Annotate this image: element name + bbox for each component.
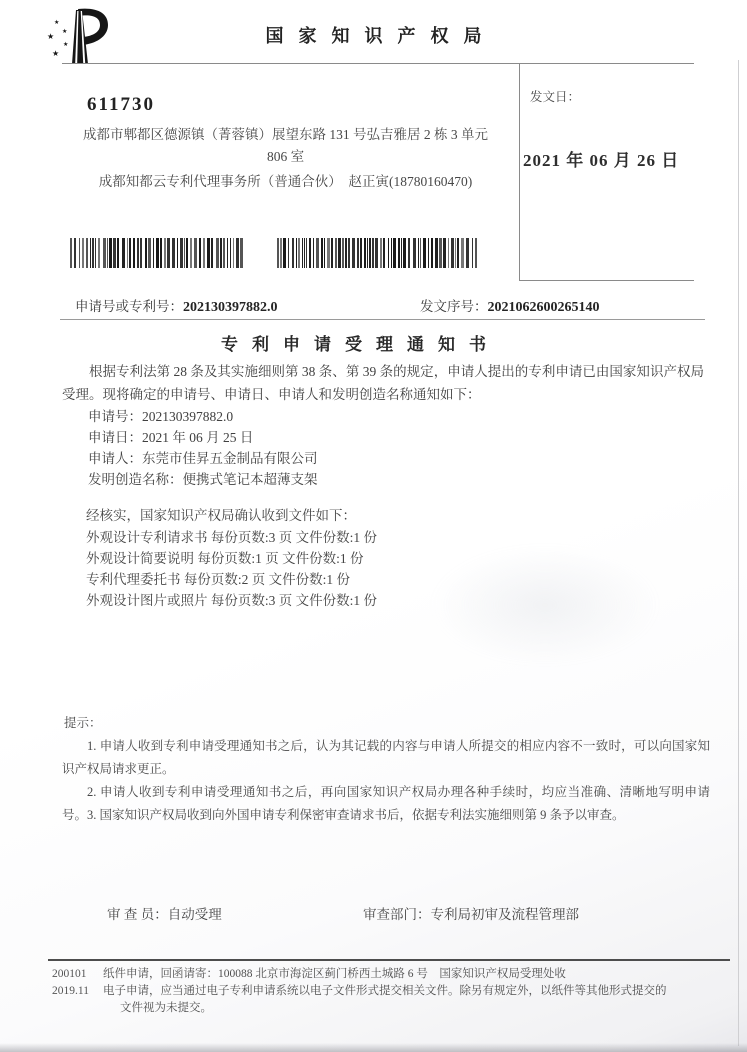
dispatch-date-label: 发文日： (530, 90, 581, 104)
barcode-right (277, 238, 479, 268)
scan-bottom-edge (0, 1043, 747, 1052)
notice-paragraph: 根据专利法第 28 条及其实施细则第 38 条、第 39 条的规定，申请人提出的专利申请已由国家知识产权局受理。现将确定的申请号、申请日、申请人和发明创造名称通知如下： (62, 364, 704, 402)
department-label: 审查部门： (363, 907, 431, 922)
examiner-label: 审 查 员： (107, 907, 168, 922)
footer-instructions (103, 966, 721, 1017)
application-number-row (75, 295, 278, 316)
datebox-left-border (519, 63, 520, 281)
application-number-label: 申请号或专利号： (75, 299, 183, 314)
footer-divider-line (48, 959, 730, 961)
field-label: 申请人： (88, 451, 142, 466)
footer-efiling-line: 电子申请，应当通过电子专利申请系统以电子文件形式提交相关文件。除另有规定外，以纸件等其他形式提交的 (103, 985, 667, 997)
svg-text:★: ★ (62, 29, 68, 35)
hint-item: 3. 国家知识产权局收到向外国申请专利保密审查请求书后，依据专利法实施细则第 9 条予以审查。 (87, 808, 625, 822)
confirmation-line: 经核实，国家知识产权局确认收到文件如下： (86, 508, 356, 523)
datebox-bottom-border (519, 280, 694, 281)
field-label: 发明创造名称： (88, 472, 183, 487)
hint-item: 1. 申请人收到专利申请受理通知书之后，认为其记载的内容与申请人所提交的相应内容不一致时，可以向国家知识产权局请求更正。 (62, 739, 710, 776)
field-label: 申请号： (88, 409, 142, 424)
document-item: 外观设计图片或照片 每份页数:3 页 文件份数:1 份 (86, 593, 378, 608)
field-value: 东莞市佳昇五金制品有限公司 (142, 451, 318, 466)
barcode-left (70, 238, 244, 268)
field-value: 202130397882.0 (142, 409, 234, 424)
document-item: 外观设计专利请求书 每份页数:3 页 文件份数:1 份 (86, 530, 378, 545)
serial-number-row (420, 295, 600, 316)
footer-efiling-line-continued: 文件视为未提交。 (120, 1002, 212, 1014)
serial-number-value: 2021062600265140 (487, 300, 600, 315)
field-value: 2021 年 06 月 25 日 (142, 430, 254, 445)
footer-code-2: 2019.11 (52, 985, 89, 997)
svg-text:★: ★ (63, 42, 69, 48)
dispatch-date-value: 2021 年 06 月 26 日 (523, 151, 680, 170)
field-value: 便携式笔记本超薄支架 (182, 472, 318, 487)
examiner-value: 自动受理 (167, 907, 222, 922)
field-application-date (88, 426, 253, 446)
header-divider-line (62, 63, 694, 64)
address-line-2: 806 室 (266, 149, 305, 164)
examiner-row (107, 903, 222, 923)
hints-label: 提示： (64, 716, 102, 730)
scan-smudge-artifact (430, 545, 660, 665)
page-right-edge (738, 60, 739, 1046)
numbers-divider-line (60, 319, 705, 320)
recipient-address (58, 124, 513, 168)
document-item: 专利代理委托书 每份页数:2 页 文件份数:1 份 (86, 572, 351, 587)
field-invention-title (88, 468, 318, 488)
department-row (363, 903, 579, 923)
notice-title: 专利申请受理通知书 (221, 335, 500, 354)
postal-code: 611730 (87, 94, 155, 115)
footer-form-codes (52, 966, 89, 1000)
address-line-1: 成都市郫都区德源镇（菁蓉镇）展望东路 131 号弘吉雅居 2 栋 3 单元 (83, 127, 488, 142)
department-value: 专利局初审及流程管理部 (430, 907, 579, 922)
serial-number-label: 发文序号： (420, 299, 488, 314)
agency-name-title: 国家知识产权局 (265, 26, 497, 46)
svg-text:★: ★ (54, 20, 60, 26)
svg-text:★: ★ (52, 49, 60, 58)
agency-contact-line: 成都知都云专利代理事务所（普通合伙） 赵正寅(18780160470) (98, 174, 473, 189)
field-application-number (88, 405, 233, 425)
footer-code-1: 200101 (52, 968, 87, 980)
field-label: 申请日： (88, 430, 142, 445)
document-item: 外观设计简要说明 每份页数:1 页 文件份数:1 份 (86, 551, 364, 566)
application-number-value: 202130397882.0 (183, 300, 278, 315)
field-applicant (88, 447, 318, 467)
svg-text:★: ★ (47, 32, 55, 41)
footer-paper-filing-line: 纸件申请，回函请寄：100088 北京市海淀区蓟门桥西土城路 6 号 国家知识产权局受理处收 (103, 968, 566, 980)
hint-item: 2. 申请人收到专利申请受理通知书之后，再向国家知识产权局办理各种手续时，均应当准确、清晰地写明申请号。 (62, 785, 710, 822)
